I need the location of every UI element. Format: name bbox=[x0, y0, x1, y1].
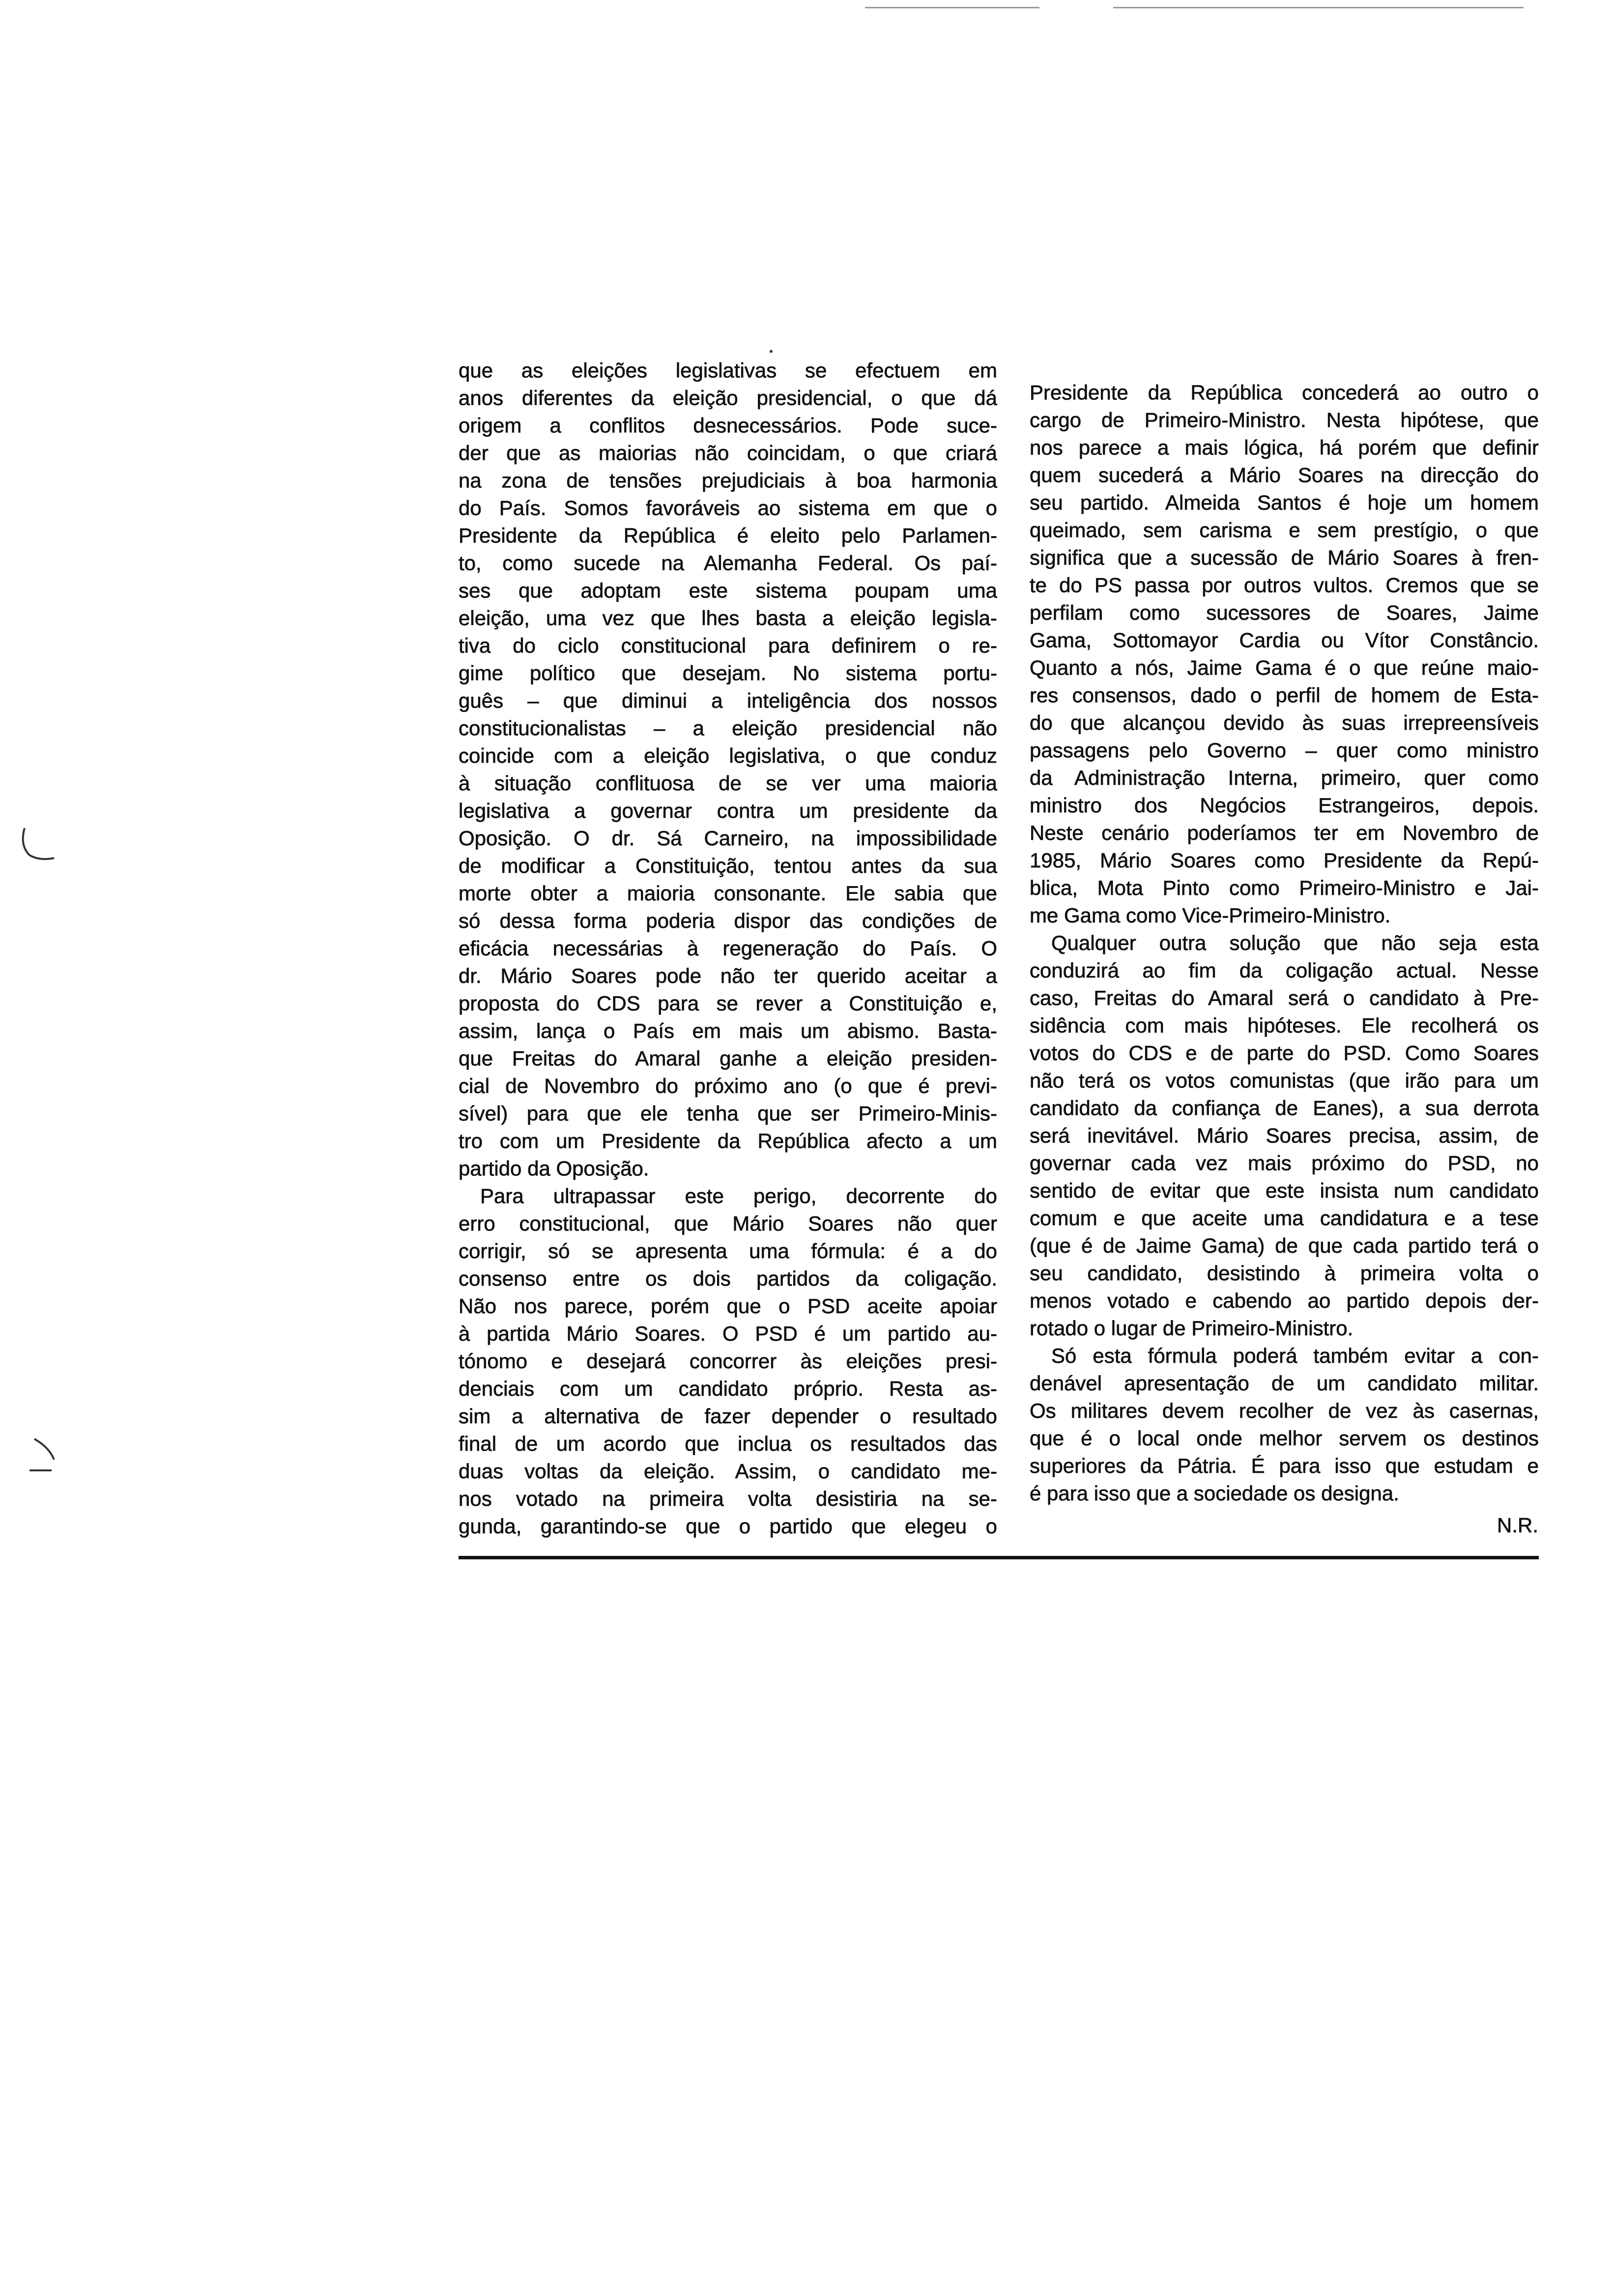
text-line: Os militares devem recolher de vez às casernas, bbox=[1030, 1399, 1539, 1422]
text-line: Oposição. O dr. Sá Carneiro, na impossibilidade bbox=[459, 827, 997, 850]
scan-top-rule bbox=[865, 7, 1039, 8]
text-line: blica, Mota Pinto como Primeiro-Ministro e Jai- bbox=[1030, 876, 1539, 899]
text-line: assim, lança o País em mais um abismo. Basta- bbox=[459, 1019, 997, 1042]
text-line: Para ultrapassar este perigo, decorrente do bbox=[480, 1184, 997, 1207]
text-line: cargo de Primeiro-Ministro. Nesta hipótese, que bbox=[1030, 408, 1539, 431]
text-line: constitucionalistas – a eleição presidencial não bbox=[459, 717, 997, 740]
text-line: não terá os votos comunistas (que irão para um bbox=[1030, 1069, 1539, 1092]
text-line: que é o local onde melhor servem os destinos bbox=[1030, 1427, 1539, 1450]
text-line: 1985, Mário Soares como Presidente da Repú- bbox=[1030, 849, 1539, 872]
text-line: coincide com a eleição legislativa, o que conduz bbox=[459, 744, 997, 767]
text-line: na zona de tensões prejudiciais à boa harmonia bbox=[459, 469, 997, 492]
text-line: significa que a sucessão de Mário Soares à fren- bbox=[1030, 546, 1539, 569]
text-line: res consensos, dado o perfil de homem de Esta- bbox=[1030, 684, 1539, 707]
text-line: seu partido. Almeida Santos é hoje um homem bbox=[1030, 491, 1539, 514]
text-line: do que alcançou devido às suas irrepreensíveis bbox=[1030, 711, 1539, 734]
text-line: Presidente da República é eleito pelo Parlamen- bbox=[459, 524, 997, 547]
text-line: duas voltas da eleição. Assim, o candidato me- bbox=[459, 1460, 997, 1483]
text-line: menos votado e cabendo ao partido depois der- bbox=[1030, 1289, 1539, 1312]
text-line: comum e que aceite uma candidatura e a tese bbox=[1030, 1206, 1539, 1230]
article-column-right bbox=[1030, 379, 1539, 1507]
text-line: sível) para que ele tenha que ser Primeiro-Minis- bbox=[459, 1102, 997, 1125]
text-line: der que as maiorias não coincidam, o que criará bbox=[459, 441, 997, 464]
text-line: caso, Freitas do Amaral será o candidato à Pre- bbox=[1030, 986, 1539, 1009]
text-line: legislativa a governar contra um presidente da bbox=[459, 799, 997, 822]
text-line: erro constitucional, que Mário Soares não quer bbox=[459, 1212, 997, 1235]
text-line: só dessa forma poderia dispor das condições de bbox=[459, 909, 997, 932]
text-line: da Administração Interna, primeiro, quer como bbox=[1030, 766, 1539, 789]
scan-top-rule bbox=[1113, 7, 1524, 8]
text-line: cial de Novembro do próximo ano (o que é previ- bbox=[459, 1074, 997, 1097]
author-signature: N.R. bbox=[1497, 1514, 1538, 1537]
text-line: Só esta fórmula poderá também evitar a con- bbox=[1051, 1344, 1539, 1367]
text-line: denável apresentação de um candidato militar. bbox=[1030, 1372, 1539, 1395]
text-line: partido da Oposição. bbox=[459, 1157, 649, 1180]
text-line: perfilam como sucessores de Soares, Jaime bbox=[1030, 601, 1539, 624]
text-line: Não nos parece, porém que o PSD aceite apoiar bbox=[459, 1294, 997, 1318]
article-column-left bbox=[459, 357, 997, 1540]
scan-speck bbox=[770, 350, 773, 353]
text-line: corrigir, só se apresenta uma fórmula: é a do bbox=[459, 1239, 997, 1263]
text-line: queimado, sem carisma e sem prestígio, o que bbox=[1030, 518, 1539, 542]
punch-hole-mark bbox=[15, 826, 59, 870]
text-line: à situação conflituosa de se ver uma maioria bbox=[459, 772, 997, 795]
text-line: gime político que desejam. No sistema portu- bbox=[459, 661, 997, 685]
text-line: do País. Somos favoráveis ao sistema em que o bbox=[459, 496, 997, 519]
text-line: morte obter a maioria consonante. Ele sabia que bbox=[459, 882, 997, 905]
text-line: me Gama como Vice-Primeiro-Ministro. bbox=[1030, 904, 1391, 927]
text-line: origem a conflitos desnecessários. Pode suce- bbox=[459, 414, 997, 437]
text-line: governar cada vez mais próximo do PSD, no bbox=[1030, 1151, 1539, 1175]
text-line: Gama, Sottomayor Cardia ou Vítor Constâncio. bbox=[1030, 629, 1539, 652]
bottom-rule bbox=[459, 1556, 1539, 1559]
text-line: ses que adoptam este sistema poupam uma bbox=[459, 579, 997, 602]
text-line: nos parece a mais lógica, há porém que definir bbox=[1030, 436, 1539, 459]
text-line: conduzirá ao fim da coligação actual. Nesse bbox=[1030, 959, 1539, 982]
text-line: tro com um Presidente da República afecto a um bbox=[459, 1129, 997, 1152]
text-line: que as eleições legislativas se efectuem em bbox=[459, 359, 997, 382]
text-line: denciais com um candidato próprio. Resta as- bbox=[459, 1377, 997, 1400]
text-line: tónomo e desejará concorrer às eleições presi- bbox=[459, 1349, 997, 1373]
text-line: ministro dos Negócios Estrangeiros, depois. bbox=[1030, 794, 1539, 817]
text-line: tiva do ciclo constitucional para definirem o re- bbox=[459, 634, 997, 657]
text-line: eleição, uma vez que lhes basta a eleição legisla- bbox=[459, 606, 997, 630]
text-line: votos do CDS e de parte do PSD. Como Soares bbox=[1030, 1041, 1539, 1064]
text-line: Presidente da República concederá ao outro o bbox=[1030, 381, 1539, 404]
text-line: é para isso que a sociedade os designa. bbox=[1030, 1482, 1399, 1505]
text-line: à partida Mário Soares. O PSD é um partido au- bbox=[459, 1322, 997, 1345]
text-line: superiores da Pátria. É para isso que estudam e bbox=[1030, 1454, 1539, 1477]
text-line: passagens pelo Governo – quer como ministro bbox=[1030, 739, 1539, 762]
text-line: Quanto a nós, Jaime Gama é o que reúne maio- bbox=[1030, 656, 1539, 679]
text-line: consenso entre os dois partidos da coligação. bbox=[459, 1267, 997, 1290]
text-line: dr. Mário Soares pode não ter querido aceitar a bbox=[459, 964, 997, 987]
text-line: sentido de evitar que este insista num candidato bbox=[1030, 1179, 1539, 1202]
text-line: que Freitas do Amaral ganhe a eleição presiden- bbox=[459, 1047, 997, 1070]
punch-hole-mark bbox=[15, 1435, 59, 1479]
text-line: (que é de Jaime Gama) de que cada partido terá o bbox=[1030, 1234, 1539, 1257]
text-line: de modificar a Constituição, tentou antes da sua bbox=[459, 854, 997, 877]
text-line: será inevitável. Mário Soares precisa, assim, de bbox=[1030, 1124, 1539, 1147]
text-line: Neste cenário poderíamos ter em Novembro de bbox=[1030, 821, 1539, 844]
text-line: anos diferentes da eleição presidencial, o que dá bbox=[459, 386, 997, 409]
text-line: to, como sucede na Alemanha Federal. Os paí- bbox=[459, 551, 997, 574]
text-line: Qualquer outra solução que não seja esta bbox=[1051, 931, 1539, 954]
text-line: rotado o lugar de Primeiro-Ministro. bbox=[1030, 1317, 1353, 1340]
text-line: candidato da confiança de Eanes), a sua derrota bbox=[1030, 1096, 1539, 1119]
text-line: te do PS passa por outros vultos. Cremos que se bbox=[1030, 574, 1539, 597]
text-line: proposta do CDS para se rever a Constituição e, bbox=[459, 992, 997, 1015]
text-line: eficácia necessárias à regeneração do País. O bbox=[459, 937, 997, 960]
text-line: nos votado na primeira volta desistiria na se- bbox=[459, 1487, 997, 1510]
text-line: sidência com mais hipóteses. Ele recolherá os bbox=[1030, 1014, 1539, 1037]
text-line: guês – que diminui a inteligência dos nossos bbox=[459, 689, 997, 712]
text-line: seu candidato, desistindo à primeira volta o bbox=[1030, 1262, 1539, 1285]
text-line: quem sucederá a Mário Soares na direcção do bbox=[1030, 463, 1539, 487]
text-line: gunda, garantindo-se que o partido que elegeu o bbox=[459, 1515, 997, 1538]
text-line: final de um acordo que inclua os resultados das bbox=[459, 1432, 997, 1455]
text-line: sim a alternativa de fazer depender o resultado bbox=[459, 1405, 997, 1428]
